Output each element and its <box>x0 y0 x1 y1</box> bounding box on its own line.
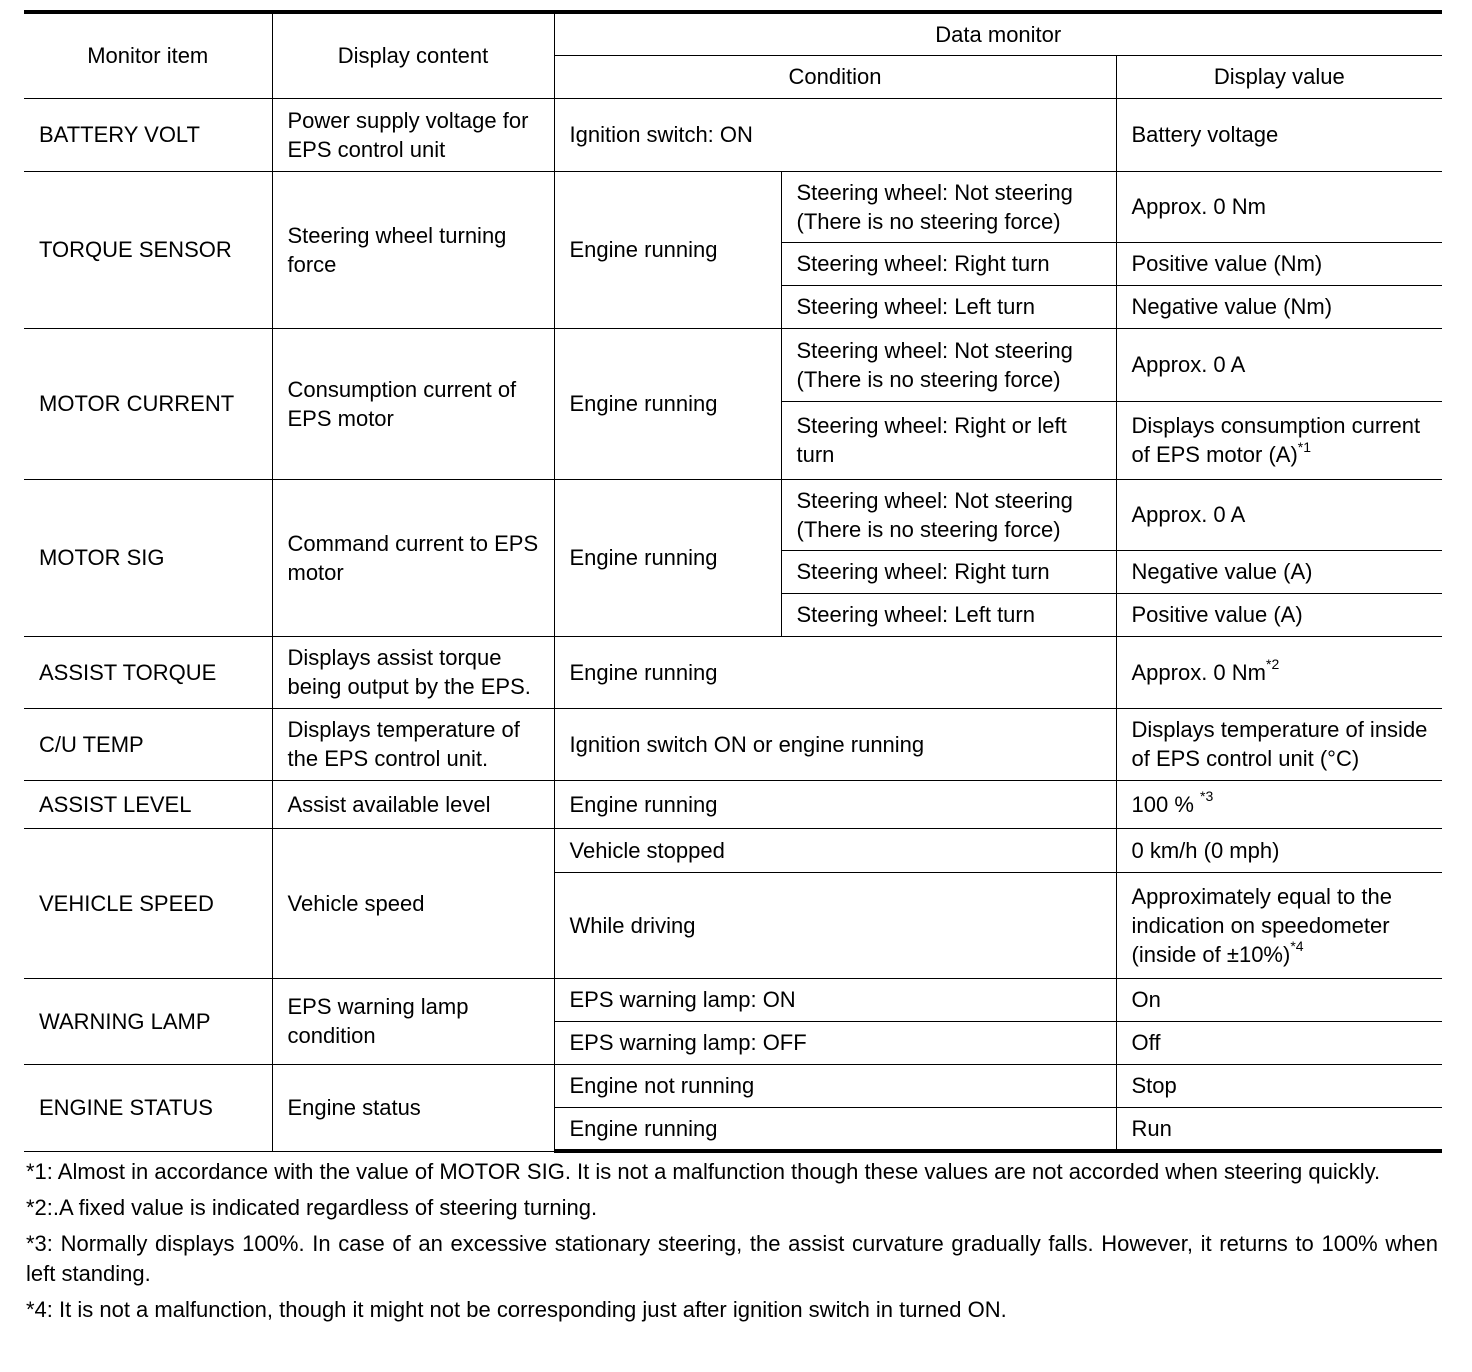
value-text: Displays consumption current of EPS motor (A) <box>1131 413 1421 467</box>
footnote-1: *1: Almost in accordance with the value of MOTOR SIG. It is not a malfunction though these values are not accorded when steering quickly. <box>26 1159 1381 1184</box>
monitor-item-cell: TORQUE SENSOR <box>24 171 272 328</box>
display-content-cell: Displays temperature of the EPS control unit. <box>272 708 554 780</box>
display-content-cell: Assist available level <box>272 780 554 828</box>
table-row <box>24 328 1442 401</box>
condition-cell: Ignition switch: ON <box>554 98 1116 171</box>
value-text: Approximately equal to the indication on speedometer (inside of ±10%) <box>1131 883 1392 967</box>
display-content-cell: Displays assist torque being output by the EPS. <box>272 636 554 708</box>
header-condition: Condition <box>554 55 1116 98</box>
sub-condition-cell: Steering wheel: Right or left turn <box>781 401 1116 479</box>
table-row <box>24 171 1442 242</box>
table-row <box>24 1064 1442 1107</box>
display-content-cell: Consumption current of EPS motor <box>272 328 554 479</box>
display-value-cell <box>1116 780 1442 828</box>
footnote-ref: *4 <box>1290 938 1304 955</box>
monitor-item-cell: ASSIST TORQUE <box>24 636 272 708</box>
footnotes <box>24 1157 1438 1325</box>
display-content-cell: EPS warning lamp condition <box>272 978 554 1064</box>
display-content-cell: Engine status <box>272 1064 554 1151</box>
table-row <box>24 98 1442 171</box>
monitor-item-cell: ENGINE STATUS <box>24 1064 272 1151</box>
condition-cell: Engine running <box>554 780 1116 828</box>
monitor-item-cell: WARNING LAMP <box>24 978 272 1064</box>
display-value-cell: Approx. 0 A <box>1116 479 1442 550</box>
display-value-cell: On <box>1116 978 1442 1021</box>
table-row <box>24 828 1442 872</box>
display-value-cell: Stop <box>1116 1064 1442 1107</box>
condition-cell: EPS warning lamp: OFF <box>554 1021 1116 1064</box>
data-monitor-table <box>24 10 1442 1153</box>
condition-cell: Engine running <box>554 171 781 328</box>
sub-condition-cell: Steering wheel: Right turn <box>781 242 1116 285</box>
footnote-ref: *3 <box>1200 788 1214 805</box>
monitor-item-cell: MOTOR SIG <box>24 479 272 636</box>
display-value-cell <box>1116 872 1442 978</box>
display-value-cell: 0 km/h (0 mph) <box>1116 828 1442 872</box>
condition-cell: Engine not running <box>554 1064 1116 1107</box>
footnote-ref: *2 <box>1266 656 1280 673</box>
display-value-cell: Battery voltage <box>1116 98 1442 171</box>
sub-condition-cell: Steering wheel: Left turn <box>781 593 1116 636</box>
header-data-monitor: Data monitor <box>554 12 1442 55</box>
display-value-cell: Negative value (A) <box>1116 550 1442 593</box>
condition-cell: EPS warning lamp: ON <box>554 978 1116 1021</box>
header-display-content: Display content <box>272 12 554 98</box>
display-content-cell: Vehicle speed <box>272 828 554 978</box>
monitor-item-cell: VEHICLE SPEED <box>24 828 272 978</box>
header-display-value: Display value <box>1116 55 1442 98</box>
display-value-cell: Positive value (A) <box>1116 593 1442 636</box>
value-text: Approx. 0 Nm <box>1131 659 1266 685</box>
footnote-3: *3: Normally displays 100%. In case of an excessive stationary steering, the assist curvature gradually falls. However, it returns to 100% when left standing. <box>26 1231 1438 1286</box>
sub-condition-cell: Steering wheel: Not steering (There is no steering force) <box>781 171 1116 242</box>
condition-cell: Engine running <box>554 328 781 479</box>
sub-condition-cell: Steering wheel: Not steering (There is no steering force) <box>781 479 1116 550</box>
header-monitor-item: Monitor item <box>24 12 272 98</box>
display-value-cell: Positive value (Nm) <box>1116 242 1442 285</box>
display-value-cell <box>1116 636 1442 708</box>
display-content-cell: Steering wheel turning force <box>272 171 554 328</box>
table-row <box>24 636 1442 708</box>
condition-cell: Engine running <box>554 1107 1116 1151</box>
table-row <box>24 978 1442 1021</box>
footnote-ref: *1 <box>1297 438 1312 455</box>
display-value-cell: Off <box>1116 1021 1442 1064</box>
display-value-cell: Approx. 0 Nm <box>1116 171 1442 242</box>
footnote-4: *4: It is not a malfunction, though it might not be corresponding just after ignition switch in turned ON. <box>26 1297 1007 1322</box>
sub-condition-cell: Steering wheel: Right turn <box>781 550 1116 593</box>
value-text: 100 % <box>1131 791 1194 817</box>
monitor-item-cell: BATTERY VOLT <box>24 98 272 171</box>
display-value-cell <box>1116 401 1442 479</box>
sub-condition-cell: Steering wheel: Not steering (There is no steering force) <box>781 328 1116 401</box>
display-value-cell: Displays temperature of inside of EPS control unit (°C) <box>1116 708 1442 780</box>
table-row <box>24 780 1442 828</box>
condition-cell: Vehicle stopped <box>554 828 1116 872</box>
condition-cell: Ignition switch ON or engine running <box>554 708 1116 780</box>
monitor-item-cell: MOTOR CURRENT <box>24 328 272 479</box>
display-content-cell: Power supply voltage for EPS control unit <box>272 98 554 171</box>
footnote-2: *2:.A fixed value is indicated regardless of steering turning. <box>26 1195 598 1220</box>
document-page <box>24 10 1442 1331</box>
display-content-cell: Command current to EPS motor <box>272 479 554 636</box>
display-value-cell: Negative value (Nm) <box>1116 285 1442 328</box>
monitor-item-cell: ASSIST LEVEL <box>24 780 272 828</box>
display-value-cell: Run <box>1116 1107 1442 1151</box>
table-row <box>24 708 1442 780</box>
sub-condition-cell: Steering wheel: Left turn <box>781 285 1116 328</box>
monitor-item-cell: C/U TEMP <box>24 708 272 780</box>
condition-cell: Engine running <box>554 479 781 636</box>
condition-cell: Engine running <box>554 636 1116 708</box>
display-value-cell: Approx. 0 A <box>1116 328 1442 401</box>
table-row <box>24 479 1442 550</box>
condition-cell: While driving <box>554 872 1116 978</box>
